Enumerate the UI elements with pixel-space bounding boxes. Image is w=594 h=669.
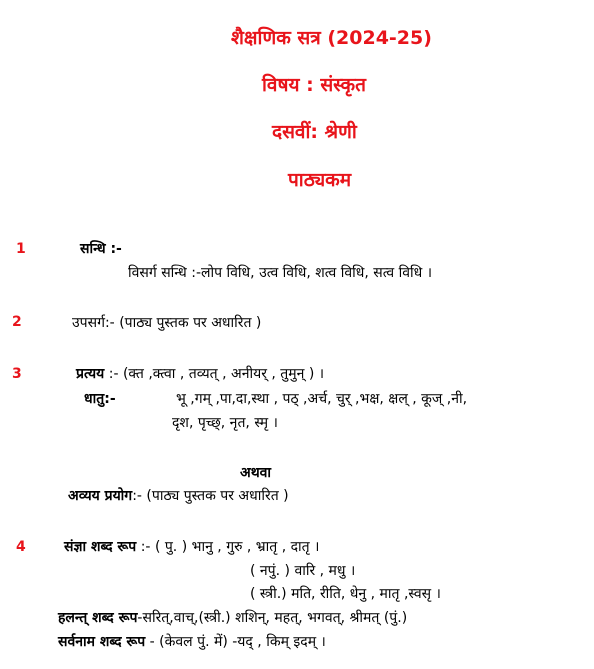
avyaya-label: अव्यय प्रयोग — [68, 488, 133, 504]
halant-label: हलन्त् शब्द रूप — [58, 610, 138, 626]
sandhi-heading: सन्धि :- — [80, 241, 122, 257]
dhatu-line-1: भू ,गम् ,पा,दा,स्था , पठ् ,अर्च, चुर् ,भक्ष, क्षल् , कूज् ,नी, — [176, 391, 468, 407]
pratyaya-text: :- (क्त ,क्त्वा , तव्यत् , अनीयर् , तुमुन् ) । — [108, 366, 325, 382]
syllabus-title: पाठ्यकम — [288, 169, 352, 191]
upsarg-line: उपसर्ग:- (पाठ्य पुस्तक पर अधारित ) — [72, 315, 262, 331]
subject-title: विषय : संस्कृत — [262, 74, 366, 96]
pratyaya-label: प्रत्यय — [76, 366, 105, 382]
sarvanam-label: सर्वनाम शब्द रूप — [58, 634, 146, 650]
or-divider: अथवा — [240, 465, 272, 481]
section-2-number: 2 — [12, 314, 22, 330]
sangya-label: संज्ञा शब्द रूप — [64, 539, 137, 555]
section-3-number: 3 — [12, 366, 22, 382]
sarvanam-text: - (केवल पुं. में) -यद् , किम् इदम् । — [145, 634, 326, 650]
avyaya-line — [68, 486, 289, 505]
sandhi-content: विसर्ग सन्धि :-लोप विधि, उत्व विधि, शत्व विधि, सत्व विधि । — [128, 265, 433, 281]
class-title: दसवीं: श्रेणी — [272, 121, 357, 143]
section-4-number: 4 — [16, 539, 26, 555]
avyaya-text: :- (पाठ्य पुस्तक पर अधारित ) — [132, 488, 289, 504]
pratyaya-line — [76, 364, 324, 383]
section-1-number: 1 — [16, 241, 26, 257]
session-title: शैक्षणिक सत्र (2024-25) — [231, 27, 432, 49]
sangya-line-1-text: :- ( पु. ) भानु , गुरु , भ्रातृ , दातृ । — [140, 539, 320, 555]
sangya-line-3: ( स्त्री.) मति, रीति, धेनु , मातृ ,स्वसृ । — [250, 586, 441, 602]
sarvanam-line — [58, 632, 326, 651]
halant-text: -सरित्,वाच्,(स्त्री.) शशिन्, महत्, भगवत्, श्रीमत् (पुं.) — [137, 610, 408, 626]
sangya-line-1 — [64, 537, 319, 556]
dhatu-line-2: दृश, पृच्छ्, नृत, स्मृ । — [172, 415, 278, 431]
dhatu-label: धातु:- — [84, 391, 116, 407]
sangya-line-2: ( नपुं. ) वारि , मधु । — [250, 563, 356, 579]
halant-line — [58, 608, 407, 627]
